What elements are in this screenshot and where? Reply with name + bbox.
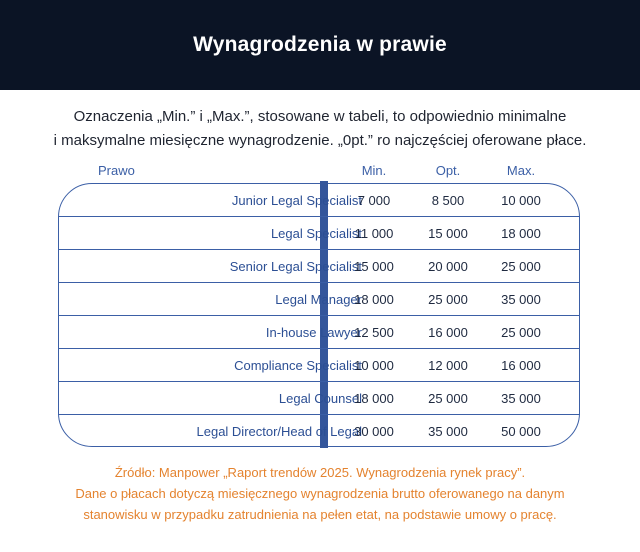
salary-opt: 25 000 <box>428 391 468 406</box>
column-header-prawo: Prawo <box>98 163 135 178</box>
position-name: Legal Specialist <box>270 226 362 241</box>
salary-min: 15 000 <box>354 259 394 274</box>
position-name: In-house Lawyer <box>265 325 362 340</box>
salary-max: 35 000 <box>501 391 541 406</box>
salary-opt: 15 000 <box>428 226 468 241</box>
salary-opt: 12 000 <box>428 358 468 373</box>
salary-min: 10 000 <box>354 358 394 373</box>
salary-opt: 20 000 <box>428 259 468 274</box>
salary-min: 12 500 <box>354 325 394 340</box>
salary-opt: 16 000 <box>428 325 468 340</box>
position-name: Junior Legal Specialist <box>231 193 362 208</box>
table-row <box>58 184 580 217</box>
salary-opt: 25 000 <box>428 292 468 307</box>
salary-min: 11 000 <box>354 226 394 241</box>
salary-opt: 8 500 <box>431 193 465 208</box>
column-header-min: Min. <box>361 163 387 178</box>
table-row <box>58 316 580 349</box>
salary-max: 18 000 <box>501 226 541 241</box>
salary-max: 50 000 <box>501 424 541 439</box>
position-name: Legal Manager <box>275 292 362 307</box>
salary-max: 16 000 <box>501 358 541 373</box>
salary-max: 35 000 <box>501 292 541 307</box>
source-line-3: stanowisku w przypadku zatrudnienia na pełen etat, na podstawie umowy o pracę. <box>83 507 557 522</box>
salary-max: 10 000 <box>501 193 541 208</box>
table-row <box>58 217 580 250</box>
column-header-opt: Opt. <box>435 163 461 178</box>
salary-min: 18 000 <box>354 391 394 406</box>
salary-min: 30 000 <box>354 424 394 439</box>
source-note <box>20 462 620 525</box>
salary-max: 25 000 <box>501 259 541 274</box>
intro-line-1: Oznaczenia „Min.” i „Max.”, stosowane w tabeli, to odpowiednio minimalne <box>73 108 567 125</box>
table-row <box>58 382 580 415</box>
salary-opt: 35 000 <box>428 424 468 439</box>
position-name: Legal Director/Head of Legal <box>196 424 362 439</box>
page-title: Wynagrodzenia w prawie <box>193 33 447 56</box>
salary-min: 7 000 <box>357 193 391 208</box>
position-name: Legal Counsel <box>278 391 362 406</box>
column-header-max: Max. <box>506 163 536 178</box>
salary-min: 18 000 <box>354 292 394 307</box>
salary-max: 25 000 <box>501 325 541 340</box>
source-line-2: Dane o płacach dotyczą miesięcznego wynagrodzenia brutto oferowanego na danym <box>75 486 565 501</box>
table-row <box>58 283 580 316</box>
table-row <box>58 250 580 283</box>
source-line-1: Źródło: Manpower „Raport trendów 2025. Wynagrodzenia rynek pracy”. <box>114 465 526 480</box>
table-row <box>58 415 580 448</box>
position-name: Senior Legal Specialist <box>229 259 362 274</box>
table-row <box>58 349 580 382</box>
intro-line-2: i maksymalne miesięczne wynagrodzenie. „0pt.” ro najczęściej oferowane płace. <box>53 132 587 149</box>
position-name: Compliance Specialist <box>234 358 362 373</box>
